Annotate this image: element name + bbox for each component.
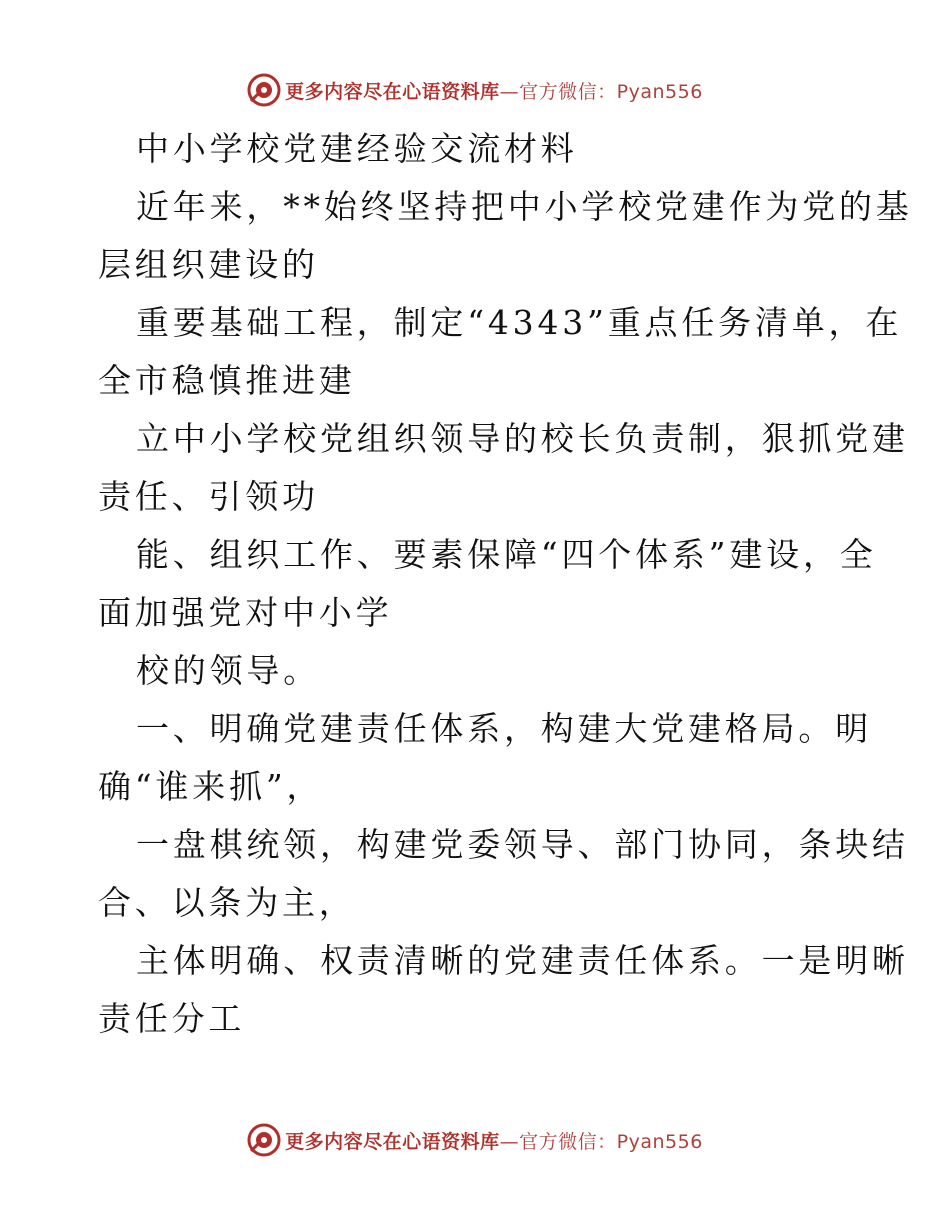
brand-logo-icon (247, 1123, 281, 1157)
document-line: 全市稳慎推进建 (98, 361, 356, 400)
document-line: 层组织建设的 (98, 245, 319, 284)
document-line: 校的领导。 (136, 651, 320, 690)
brand-logo-icon (247, 73, 281, 107)
footer-banner-rest: —官方微信：Pyan556 (499, 1130, 703, 1153)
footer-banner-bold: 更多内容尽在心语资料库 (285, 1130, 500, 1153)
document-line: 责任分工 (98, 999, 246, 1038)
document-line: 合、以条为主， (98, 883, 356, 922)
document-line: 主体明确、权责清晰的党建责任体系。一是明晰 (136, 941, 909, 980)
document-line: 中小学校党建经验交流材料 (136, 129, 578, 168)
footer-banner-text (285, 1127, 703, 1154)
document-line: 一盘棋统领，构建党委领导、部门协同，条块结 (136, 825, 909, 864)
header-banner-rest: —官方微信：Pyan556 (499, 80, 703, 103)
document-line: 一、明确党建责任体系，构建大党建格局。明 (136, 709, 872, 748)
footer-banner (0, 1120, 950, 1160)
document-line: 立中小学校党组织领导的校长负责制，狠抓党建 (136, 419, 909, 458)
header-banner (0, 70, 950, 110)
document-line: 重要基础工程，制定“4343”重点任务清单，在 (136, 303, 903, 342)
document-line: 责任、引领功 (98, 477, 319, 516)
document-body (98, 120, 913, 1048)
document-line: 确“谁来抓”， (98, 767, 324, 806)
header-banner-text (285, 77, 703, 104)
document-line: 近年来，**始终坚持把中小学校党建作为党的基 (136, 187, 913, 226)
header-banner-bold: 更多内容尽在心语资料库 (285, 80, 500, 103)
document-line: 能、组织工作、要素保障“四个体系”建设，全 (136, 535, 877, 574)
document-line: 面加强党对中小学 (98, 593, 393, 632)
